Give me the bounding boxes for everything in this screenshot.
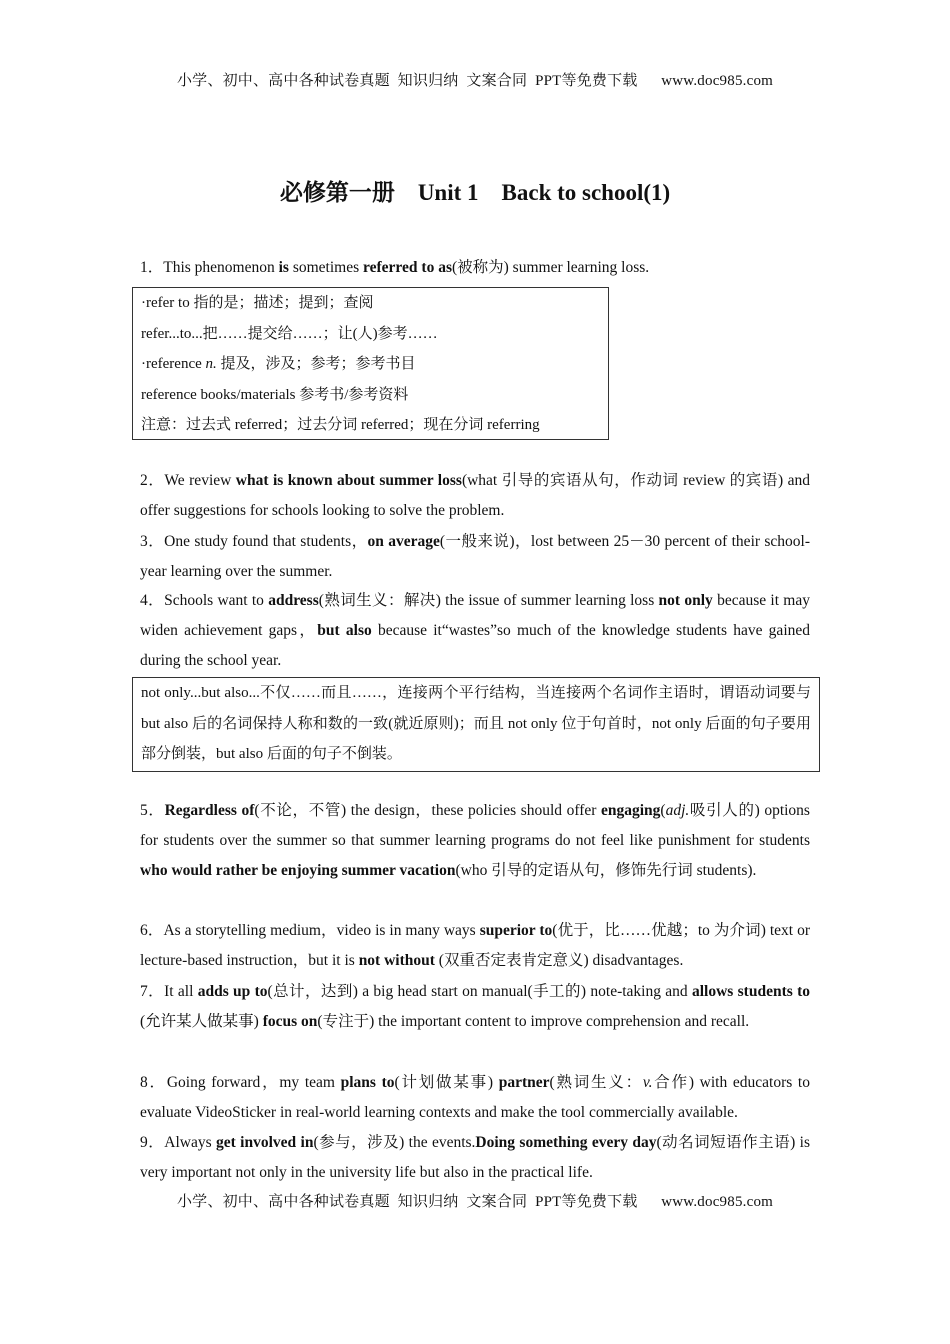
sentence-7: 7．It all adds up to(总计，达到) a big head start on manual(手工的) note-taking and allows students to (允许某人做某事) focus on(专注于) the important content to improve comprehension and recall. <box>140 983 810 1030</box>
note-box-not-only <box>132 677 820 772</box>
note-box-refer <box>132 287 609 440</box>
note-line: ·reference n. 提及，涉及；参考；参考书目 <box>141 356 416 372</box>
sentence-8: 8．Going forward，my team plans to(计划做某事) partner(熟词生义：v.合作) with educators to evaluate VideoSticker in real-world learning contexts and make the tool commercially available. <box>140 1074 810 1121</box>
page-footer: 小学、初中、高中各种试卷真题 知识归纳 文案合同 PPT等免费下载 www.doc985.com <box>176 1194 774 1210</box>
page-header: 小学、初中、高中各种试卷真题 知识归纳 文案合同 PPT等免费下载 www.doc985.com <box>176 73 774 89</box>
page-title: 必修第一册 Unit 1 Back to school(1) <box>279 180 671 205</box>
sentence-1: 1．This phenomenon is sometimes referred to as(被称为) summer learning loss. <box>140 259 650 276</box>
sentence-6: 6．As a storytelling medium，video is in many ways superior to(优于，比……优越；to 为介词) text or lecture-based instruction，but it is not without (双重否定表肯定意义) disadvantages. <box>140 922 810 969</box>
sentence-9: 9．Always get involved in(参与，涉及) the events.Doing something every day(动名词短语作主语) is very important not only in the university life but also in the practical life. <box>140 1134 811 1181</box>
note-line: ·refer to 指的是；描述；提到；查阅 <box>141 295 374 311</box>
sentence-5: 5．Regardless of(不论，不管) the design，these policies should offer engaging(adj.吸引人的) options for students over the summer so that summer learning programs do not feel like punishment for students who would rather be enjoying summer vacation(who 引导的定语从句，修饰先行词 students). <box>140 802 810 879</box>
note-line: refer...to...把……提交给……；让(人)参考…… <box>141 325 438 342</box>
note-line: 注意：过去式 referred；过去分词 referred；现在分词 referring <box>141 417 540 433</box>
sentence-4: 4．Schools want to address(熟词生义：解决) the issue of summer learning loss not only because it may widen achievement gaps，but also because it“wastes”so much of the knowledge students have gained during the school year. <box>140 592 811 669</box>
sentence-3: 3．One study found that students，on average(一般来说)，lost between 25－30 percent of their school-year learning over the summer. <box>140 533 810 580</box>
sentence-2: 2．We review what is known about summer loss(what 引导的宾语从句，作动词 review 的宾语) and offer suggestions for schools looking to solve the problem. <box>140 472 810 519</box>
note-line: reference books/materials 参考书/参考资料 <box>141 386 409 403</box>
note-text: not only...but also...不仅……而且……，连接两个平行结构，当连接两个名词作主语时，谓语动词要与 but also 后的名词保持人称和数的一致(就近原则)；而且 not only 位于句首时，not only 后面的句子要用部分倒装，but also 后面的句子不倒装。 <box>141 685 811 762</box>
